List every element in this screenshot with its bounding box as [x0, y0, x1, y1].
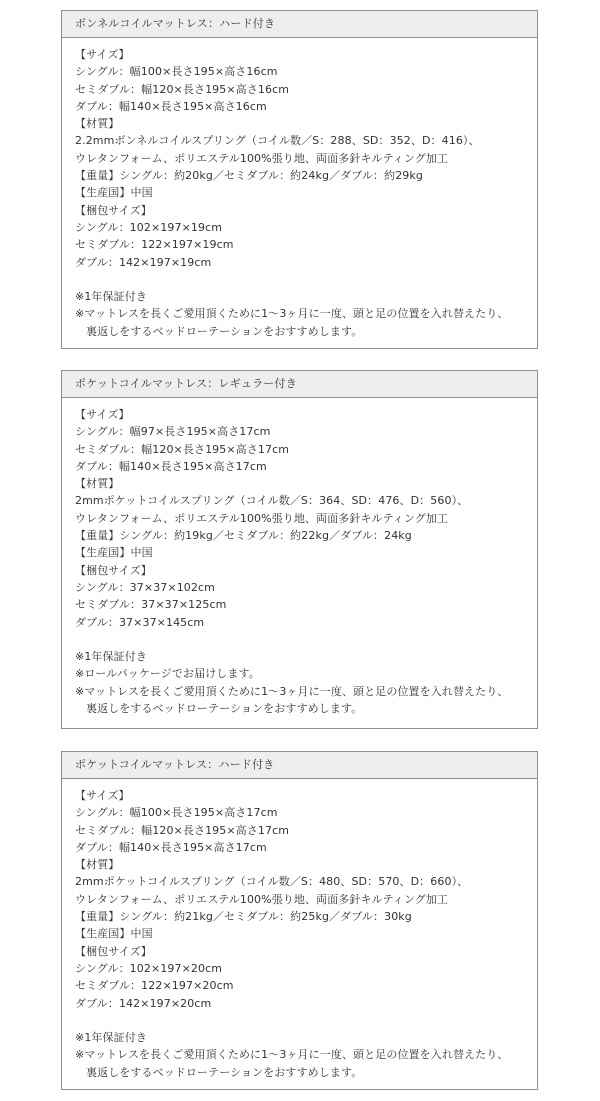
spec-line: シングル：幅100×長さ195×高さ17cm — [75, 806, 278, 820]
spec-line: 【重量】シングル：約20kg／セミダブル：約24kg／ダブル：約29kg — [75, 169, 423, 183]
spec-line: ダブル：幅140×長さ195×高さ17cm — [75, 459, 267, 473]
spec-line: 【サイズ】 — [75, 789, 130, 802]
spec-line: 【材質】 — [75, 858, 120, 872]
spec-line: 【サイズ】 — [75, 48, 130, 61]
spec-line: セミダブル：122×197×19cm — [75, 238, 234, 252]
spacer — [75, 1012, 527, 1029]
spec-line: ※マットレスを長くご愛用頂くために1～3ヶ月に一度、頭と足の位置を入れ替えたり、 — [75, 1048, 509, 1062]
spec-line: 【材質】 — [75, 477, 120, 491]
spec-line: 【生産国】中国 — [75, 927, 153, 941]
panel-title: ポケットコイルマットレス：レギュラー付き — [62, 371, 537, 398]
spec-line: セミダブル：幅120×長さ195×高さ17cm — [75, 442, 290, 456]
spec-line: 【サイズ】 — [75, 408, 130, 421]
spec-line: ウレタンフォーム、ポリエステル100%張り地、両面多針キルティング加工 — [75, 892, 449, 906]
spec-line: 【生産国】中国 — [75, 186, 153, 200]
spec-line: セミダブル：122×197×20cm — [75, 979, 234, 993]
spec-line: ダブル：142×197×20cm — [75, 996, 212, 1010]
spec-line: セミダブル：37×37×125cm — [75, 598, 227, 612]
spec-line: ※1年保証付き — [75, 290, 147, 304]
spec-line: セミダブル：幅120×長さ195×高さ17cm — [75, 823, 290, 837]
spec-line: ダブル：37×37×145cm — [75, 615, 205, 629]
spec-line: 【梱包サイズ】 — [75, 203, 152, 217]
spec-line: 【重量】シングル：約21kg／セミダブル：約25kg／ダブル：30kg — [75, 910, 412, 924]
spec-line: 2mmポケットコイルスプリング（コイル数／S：364、SD：476、D：560）、 — [75, 494, 469, 508]
spec-line: ウレタンフォーム、ポリエステル100%張り地、両面多針キルティング加工 — [75, 151, 449, 165]
spec-line: ウレタンフォーム、ポリエステル100%張り地、両面多針キルティング加工 — [75, 511, 449, 525]
spec-line: シングル：37×37×102cm — [75, 580, 215, 594]
spec-line: 【梱包サイズ】 — [75, 944, 152, 958]
spec-line: ※ロールパッケージでお届けします。 — [75, 667, 260, 681]
spec-panel-pocket-regular — [61, 370, 538, 729]
spec-line: ※1年保証付き — [75, 1031, 147, 1045]
spec-line: ※1年保証付き — [75, 650, 147, 664]
spec-line: 2.2mmボンネルコイルスプリング（コイル数／S：288、SD：352、D：416）、 — [75, 134, 480, 148]
spec-line: 裏返しをするベッドローテーションをおすすめします。 — [86, 702, 363, 716]
spec-line: 裏返しをするベッドローテーションをおすすめします。 — [86, 1065, 363, 1079]
spec-line: ※マットレスを長くご愛用頂くために1～3ヶ月に一度、頭と足の位置を入れ替えたり、 — [75, 684, 509, 698]
spec-line: 裏返しをするベッドローテーションをおすすめします。 — [86, 324, 363, 338]
spacer — [75, 631, 527, 648]
spec-line: 【材質】 — [75, 117, 120, 131]
panel-title: ボンネルコイルマットレス：ハード付き — [62, 11, 537, 38]
spec-line: ダブル：幅140×長さ195×高さ17cm — [75, 840, 267, 854]
spec-panel-pocket-hard — [61, 751, 538, 1090]
spec-line: セミダブル：幅120×長さ195×高さ16cm — [75, 82, 290, 96]
spec-line: 2mmポケットコイルスプリング（コイル数／S：480、SD：570、D：660）、 — [75, 875, 469, 889]
panel-body — [62, 779, 537, 1081]
spec-line: シングル：幅100×長さ195×高さ16cm — [75, 65, 278, 79]
spacer — [75, 271, 527, 288]
panel-body — [62, 38, 537, 340]
spec-line: シングル：102×197×20cm — [75, 961, 223, 975]
spec-line: 【生産国】中国 — [75, 546, 153, 560]
spec-line: ダブル：142×197×19cm — [75, 255, 212, 269]
spec-line: ダブル：幅140×長さ195×高さ16cm — [75, 99, 267, 113]
spec-line: 【重量】シングル：約19kg／セミダブル：約22kg／ダブル：24kg — [75, 529, 412, 543]
panel-title: ポケットコイルマットレス：ハード付き — [62, 752, 537, 779]
panel-body — [62, 398, 537, 717]
spec-panel-bonnell-hard — [61, 10, 538, 349]
spec-line: 【梱包サイズ】 — [75, 563, 152, 577]
spec-line: シングル：102×197×19cm — [75, 220, 223, 234]
spec-line: シングル：幅97×長さ195×高さ17cm — [75, 425, 271, 439]
spec-line: ※マットレスを長くご愛用頂くために1～3ヶ月に一度、頭と足の位置を入れ替えたり、 — [75, 307, 509, 321]
